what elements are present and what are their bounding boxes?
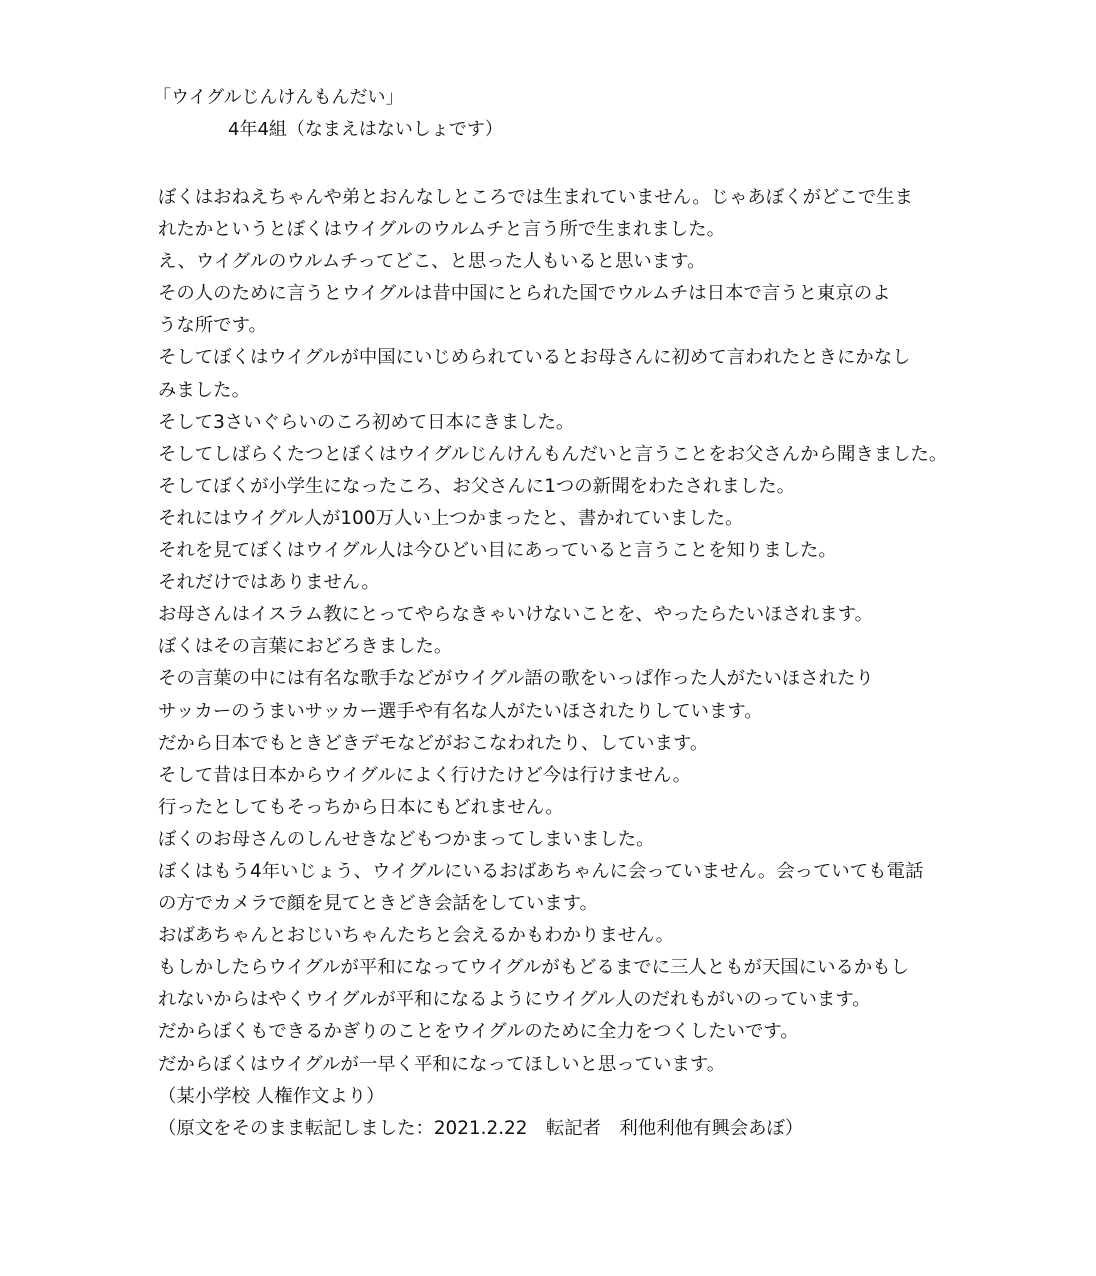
essay-line: （原文をそのまま転記しました：2021.2.22 転記者 利他利他有興会あぼ） (158, 1117, 804, 1139)
essay-line: れないからはやくウイグルが平和になるようにウイグル人のだれもがいのっています。 (158, 989, 871, 1011)
essay-line: そして3さいぐらいのころ初めて日本にきました。 (158, 411, 575, 433)
essay-line: そしてぼくが小学生になったころ、お父さんに1つの新聞をわたされました。 (158, 475, 795, 497)
essay-title: 「ウイグルじんけんもんだい」 (153, 87, 404, 108)
essay-line: ぼくはその言葉におどろきました。 (158, 636, 453, 658)
essay-line: ぼくはもう4年いじょう、ウイグルにいるおばあちゃんに会っていません。会っていても電話 (158, 860, 924, 882)
essay-line: そしてぼくはウイグルが中国にいじめられているとお母さんに初めて言われたときにかなし (158, 347, 911, 369)
essay-line: だからぼくはウイグルが一早く平和になってほしいと思っています。 (158, 1053, 726, 1075)
essay-line: そしてしばらくたつとぼくはウイグルじんけんもんだいと言うことをお父さんから聞きました。 (158, 443, 948, 465)
essay-line: お母さんはイスラム教にとってやらなきゃいけないことを、やったらたいほされます。 (158, 604, 874, 626)
essay-line: え、ウイグルのウルムチってどこ、と思った人もいると思います。 (158, 251, 706, 273)
essay-line: みました。 (158, 379, 250, 401)
essay-line: （某小学校 人権作文より） (158, 1085, 385, 1107)
essay-line: それを見てぼくはウイグル人は今ひどい目にあっていると言うことを知りました。 (158, 540, 837, 562)
essay-line: ぼくのお母さんのしんせきなどもつかまってしまいました。 (158, 828, 655, 850)
essay-body (158, 182, 948, 1145)
essay-line: だから日本でもときどきデモなどがおこなわれたり、しています。 (158, 732, 709, 754)
essay-line: それにはウイグル人が100万人い上つかまったと、書かれていました。 (158, 507, 744, 529)
essay-line: それだけではありません。 (158, 572, 380, 594)
essay-line: その言葉の中には有名な歌手などがウイグル語の歌をいっぱ作った人がたいほされたり (158, 668, 874, 690)
essay-line: おばあちゃんとおじいちゃんたちと会えるかもわかりません。 (158, 925, 675, 947)
essay-line: れたかというとぼくはウイグルのウルムチと言う所で生まれました。 (158, 219, 725, 241)
essay-line: ぼくはおねえちゃんや弟とおんなしところでは生まれていません。じゃあぼくがどこで生ま (158, 187, 913, 208)
essay-line: もしかしたらウイグルが平和になってウイグルがもどるまでに三人ともが天国にいるかもし (158, 957, 910, 979)
essay-line: その人のために言うとウイグルは昔中国にとられた国でウルムチは日本で言うと東京のよ (158, 283, 891, 305)
essay-line: そして昔は日本からウイグルによく行けたけど今は行けません。 (158, 764, 691, 786)
essay-line: サッカーのうまいサッカー選手や有名な人がたいほされたりしています。 (158, 700, 763, 722)
essay-line: うな所です。 (158, 315, 267, 337)
essay-line: の方でカメラで顔を見てときどき会話をしています。 (158, 893, 598, 915)
essay-line: だからぼくもできるかぎりのことをウイグルのために全力をつくしたいです。 (158, 1021, 799, 1043)
essay-line: 行ったとしてもそっちから日本にもどれません。 (158, 796, 564, 818)
essay-author: 4年4組（なまえはないしょです） (228, 119, 503, 140)
